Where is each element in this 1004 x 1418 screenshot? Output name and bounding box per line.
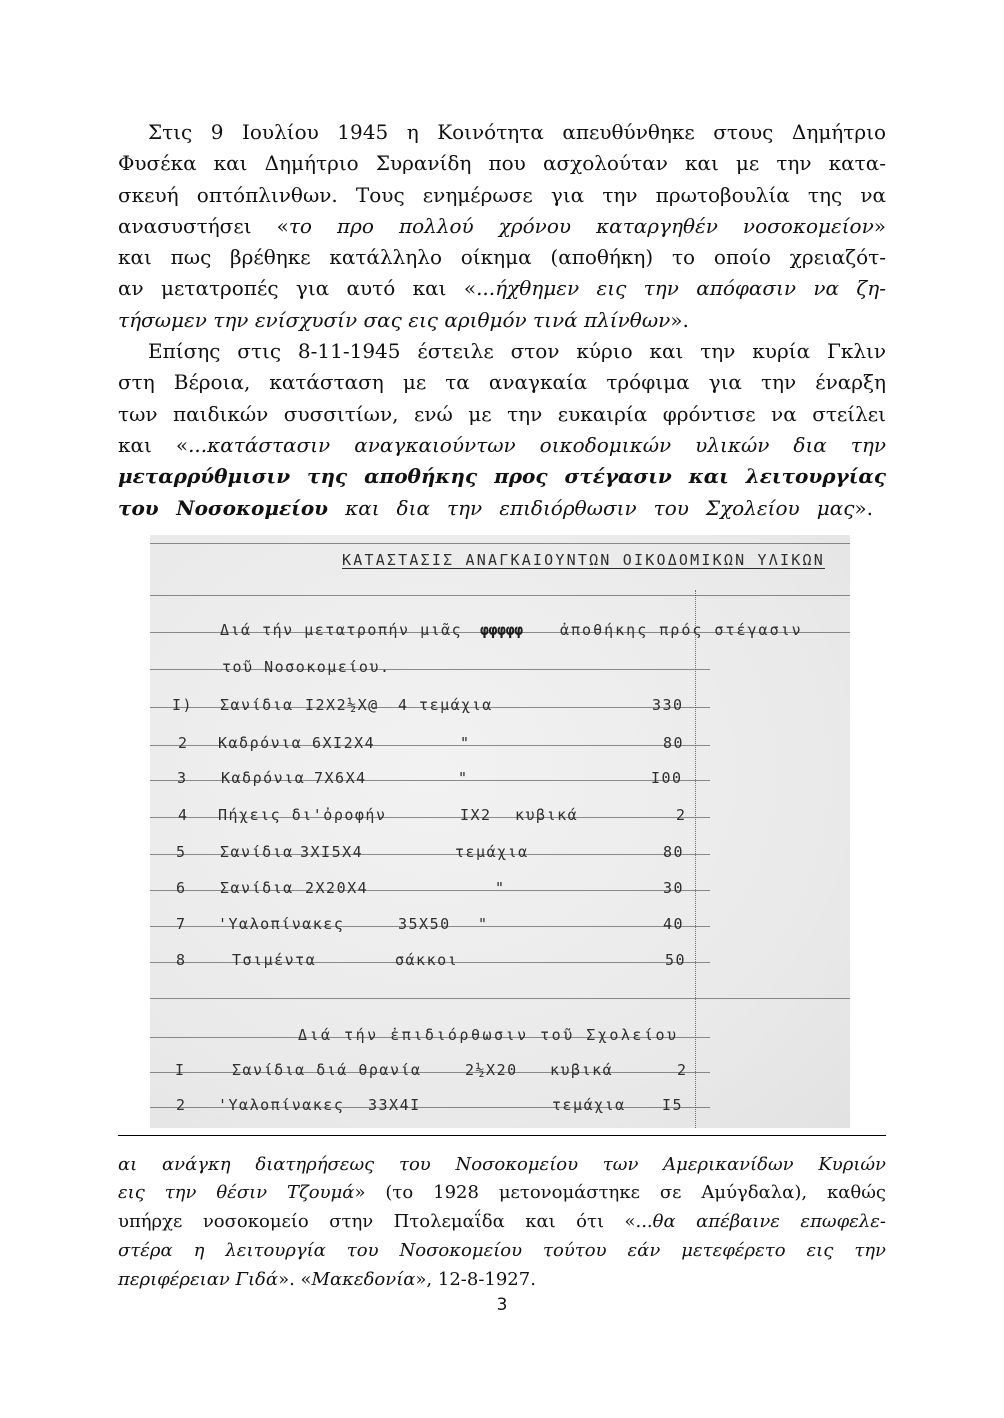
text-segment: ». (854, 495, 873, 520)
emphasized-quote-line: μεταρρύθμισιν της αποθήκης προς στέγασιν και λειτουργίας (118, 464, 886, 489)
text-line: των παιδικών συσσιτίων, ενώ με την ευκαιρία φρόντισε να στείλει (118, 401, 886, 426)
text-line (118, 430, 886, 461)
scan-rule (150, 595, 850, 596)
text-line (118, 493, 886, 524)
material-row (150, 878, 850, 898)
material-quantity: 80 (663, 843, 685, 861)
scanned-document-image (150, 535, 850, 1128)
material-name: 'Υαλοπίνακες (218, 1096, 345, 1114)
material-quantity: 40 (663, 915, 685, 933)
material-dimensions: 2X20X4 (305, 879, 369, 897)
struck-out-word: φφφφφ (480, 621, 523, 639)
material-row (150, 1095, 850, 1115)
paragraph-2 (118, 336, 886, 524)
material-row (150, 1060, 850, 1080)
material-quantity: 30 (663, 879, 685, 897)
text-segment: ». « (278, 1268, 312, 1290)
row-number: 2 (176, 1096, 187, 1114)
text-line (118, 211, 886, 242)
row-number: 7 (176, 915, 187, 933)
body-text (118, 117, 886, 524)
text-segment: ανασυστήσει « (118, 213, 289, 238)
material-unit: 4 τεμάχια (398, 696, 493, 714)
section-heading (150, 657, 850, 677)
material-dimensions: 3XI5X4 (300, 843, 364, 861)
scan-rule (150, 998, 850, 999)
quoted-text: τήσωμεν την ενίσχυσίν σας εις αριθμόν τινά πλίνθων (118, 307, 671, 332)
text-line (118, 273, 886, 304)
text-segment: », 12-8-1927. (415, 1268, 536, 1290)
row-number: 8 (176, 951, 187, 969)
text-segment: αν μετατροπές για αυτό και « (118, 276, 477, 301)
section-heading (150, 620, 850, 640)
row-number: 6 (176, 879, 187, 897)
text-line: Φυσέκα και Δημήτριο Συρανίδη που ασχολούταν και με την κατα- (118, 151, 886, 176)
text-segment: ». (670, 307, 689, 332)
material-quantity: 330 (652, 696, 684, 714)
ditto-mark: " (478, 915, 489, 933)
material-name: Καδρόνια (221, 769, 306, 787)
material-row (150, 914, 850, 934)
section-heading (150, 1025, 850, 1045)
material-name: 'Υαλοπίνακες (218, 915, 345, 933)
material-name: Σανίδια (220, 696, 294, 714)
material-quantity: 50 (665, 951, 687, 969)
text-line (118, 305, 886, 336)
paragraph-1 (118, 117, 886, 336)
text-line: Στις 9 Ιουλίου 1945 η Κοινότητα απευθύνθηκε στους Δημήτριο (148, 120, 886, 144)
quoted-text: περιφέρειαν Γιδά (118, 1268, 279, 1290)
material-dimensions: I2X2½X@ (305, 696, 379, 714)
material-unit: κυβικά (550, 1061, 614, 1079)
quoted-text: και δια την επιδιόρθωσιν του Σχολείου μας (328, 495, 855, 520)
row-number: 2 (178, 734, 189, 752)
ditto-mark: " (460, 734, 471, 752)
text-segment: » (το 1928 μετονομάστηκε σε Αμύγδαλα), καθώς (354, 1182, 886, 1204)
material-dimensions: 35X50 (398, 915, 451, 933)
row-number: 4 (178, 806, 189, 824)
material-dimensions: 33X4I (368, 1096, 421, 1114)
material-row (150, 768, 850, 788)
row-number: 5 (176, 843, 187, 861)
material-quantity: 2 (677, 1061, 688, 1079)
page-number: 3 (496, 1295, 508, 1315)
material-row (150, 695, 850, 715)
material-dimensions: IX2 (460, 806, 492, 824)
material-name: Καδρόνια (218, 734, 303, 752)
row-number: 3 (177, 769, 188, 787)
scan-title-row (150, 550, 850, 570)
quoted-text: ...κατάστασιν αναγκαιούντων οικοδομικών υλικών δια την (188, 432, 886, 457)
footnote-line (118, 1208, 886, 1237)
material-row (150, 733, 850, 753)
material-unit: σάκκοι (395, 951, 459, 969)
material-quantity: 2 (676, 806, 687, 824)
text-line: Επίσης στις 8-11-1945 έστειλε στον κύριο και την κυρία Γκλιν (148, 339, 886, 364)
material-quantity: I00 (651, 769, 683, 787)
text-segment: και « (118, 432, 189, 457)
footnote (118, 1151, 886, 1295)
material-dimensions: 6XI2X4 (312, 734, 376, 752)
material-name: Τσιμέντα (232, 951, 317, 969)
material-unit: τεμάχια (552, 1096, 626, 1114)
material-name: Σανίδια (220, 879, 294, 897)
section-heading-text: Διά τήν μετατροπήν μιᾶς (220, 621, 463, 639)
emphasized-quote: του Νοσοκομείου (118, 495, 329, 520)
section-heading-text: τοῦ Νοσοκομείου. (222, 658, 391, 676)
material-name: Πήχεις δι'ὀροφήν (218, 806, 387, 824)
text-line: και πως βρέθηκε κατάλληλο οίκημα (αποθήκη) το οποίο χρειαζότ- (118, 245, 886, 270)
material-dimensions: 2½X20 (465, 1061, 518, 1079)
material-row (150, 805, 850, 825)
text-segment: » (873, 213, 886, 238)
material-quantity: I5 (662, 1096, 684, 1114)
text-line: στη Βέροια, κατάσταση με τα αναγκαία τρόφιμα για την έναρξη (118, 370, 886, 395)
text-segment: υπήρχε νοσοκομείο στην Πτολεμαΐδα και ότι « (118, 1211, 636, 1233)
scan-title: ΚΑΤΑΣΤΑΣΙΣ ΑΝΑΓΚΑΙΟΥΝΤΩΝ ΟΙΚΟΔΟΜΙΚΩΝ ΥΛΙΚΩΝ (342, 551, 825, 569)
footnote-line (118, 1179, 886, 1208)
ditto-mark: " (458, 769, 469, 787)
quoted-text: ...ήχθημεν εις την απόφασιν να ζη- (476, 276, 886, 301)
material-name: Σανίδια (220, 843, 294, 861)
material-dimensions: 7X6X4 (314, 769, 367, 787)
text-line: σκευή οπτόπλινθων. Τους ενημέρωσε για την πρωτοβουλία της να (118, 182, 886, 207)
quoted-text: εις την θέσιν Τζουμά (118, 1182, 355, 1204)
row-number: I (175, 1061, 186, 1079)
ditto-mark: " (495, 879, 506, 897)
material-unit: κυβικά (515, 806, 579, 824)
quoted-text: ...θα απέβαινε επωφελε- (635, 1211, 886, 1233)
quoted-text: το προ πολλού χρόνου καταργηθέν νοσοκομείον (288, 213, 874, 238)
material-quantity: 80 (663, 734, 685, 752)
footnote-separator (118, 1135, 886, 1136)
material-name: Σανίδια διά θρανία (232, 1061, 422, 1079)
row-number: I) (172, 696, 194, 714)
newspaper-title: Μακεδονία (311, 1268, 416, 1290)
scan-rule (150, 543, 850, 544)
footnote-line: αι ανάγκη διατηρήσεως του Νοσοκομείου των Αμερικανίδων Κυριών (118, 1153, 886, 1175)
material-row (150, 950, 850, 970)
material-unit: τεμάχια (455, 843, 529, 861)
section-heading-text: ἀποθήκης πρός στέγασιν (560, 621, 803, 639)
footnote-line: στέρα η λειτουργία του Νοσοκομείου τούτου εάν μετεφέρετο εις την (118, 1239, 886, 1261)
footnote-line (118, 1266, 886, 1295)
material-row (150, 842, 850, 862)
section-heading-text: Διά τήν ἐπιδιόρθωσιν τοῦ Σχολείου (298, 1026, 679, 1044)
